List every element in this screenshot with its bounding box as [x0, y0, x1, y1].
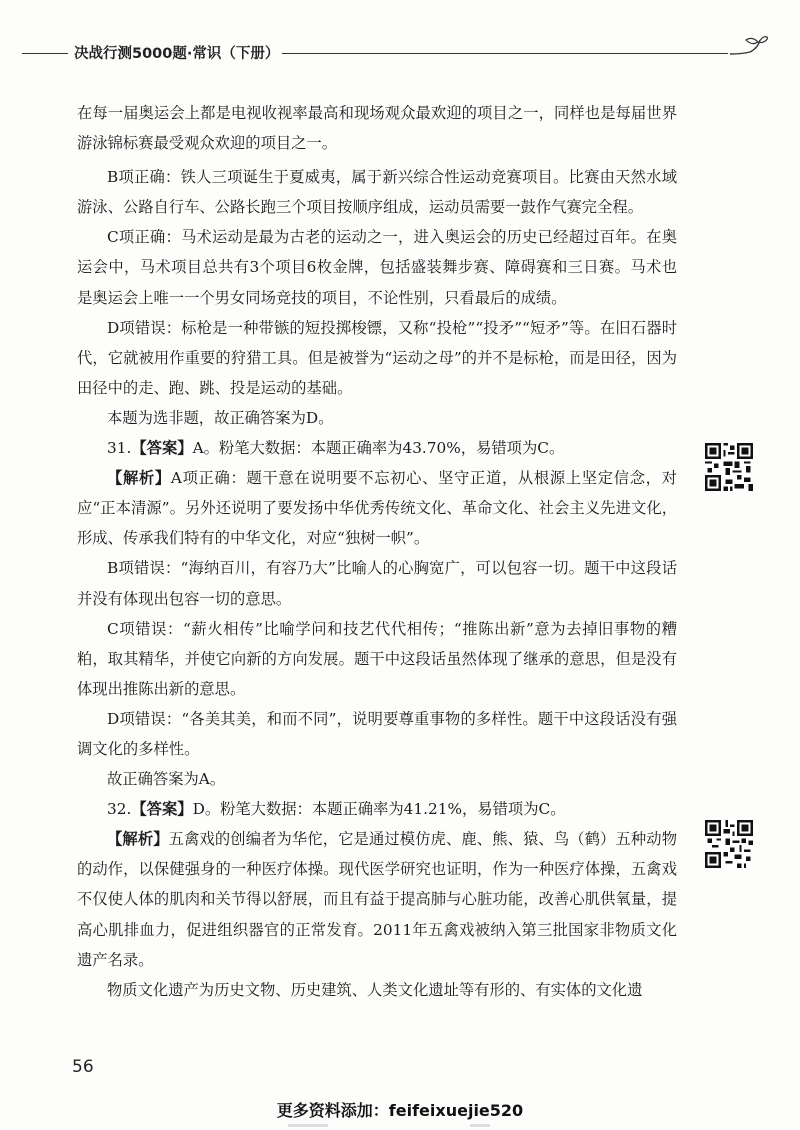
page-number: 56 [72, 1057, 94, 1077]
qr-code-icon[interactable] [705, 443, 753, 491]
analysis-text: A项正确：题干意在说明要不忘初心、坚守正道，从根源上坚定信念，对应“正本清源”。另外还说明了要发扬中华优秀传统文化、革命文化、社会主义先进文化，形成、传承我们特有的中华文化，对应“独树一帜”。 [77, 469, 677, 548]
answer-text: A。粉笔大数据：本题正确率为43.70%，易错项为C。 [192, 439, 565, 458]
answer-bracket: 【答案】 [131, 800, 193, 819]
paragraph: D项错误：“各美其美，和而不同”，说明要尊重事物的多样性。题干中这段话没有强调文化的多样性。 [77, 709, 677, 758]
footer-decoration [470, 1124, 490, 1127]
q32-answer [77, 794, 677, 824]
question-number: 31. [107, 439, 132, 458]
paragraph: B项错误：“海纳百川，有容乃大”比喻人的心胸宽广，可以包容一切。题干中这段话并没有体现出包容一切的意思。 [77, 559, 677, 608]
answer-bracket: 【答案】 [131, 439, 193, 458]
paragraph: D项错误：标枪是一种带镞的短投掷梭镖，又称“投枪”“投矛”“短矛”等。在旧石器时代，它就被用作重要的狩猎工具。但是被誉为“运动之母”的并不是标枪，而是田径，因为田径中的走、跑、跳、投是运动的基础。 [77, 318, 677, 397]
paragraph: 故正确答案为A。 [107, 770, 226, 789]
paragraph: 物质文化遗产为历史文物、历史建筑、人类文化遗址等有形的、有实体的文化遗 [107, 980, 643, 999]
sprout-icon [728, 34, 768, 62]
running-header [0, 34, 800, 64]
footer-note: 更多资料添加：feifeixuejie520 [276, 1101, 524, 1120]
analysis-label: 解析 [122, 830, 154, 849]
q32-analysis [77, 824, 677, 974]
paragraph: 在每一届奥运会上都是电视收视率最高和现场观众最欢迎的项目之一，同样也是每届世界游泳锦标赛最受观众欢迎的项目之一。 [77, 104, 677, 153]
page-body [77, 98, 677, 1005]
question-number: 32. [107, 800, 132, 819]
paragraph: C项正确：马术运动是最为古老的运动之一，进入奥运会的历史已经超过百年。在奥运会中，马术项目总共有3个项目6枚金牌，包括盛装舞步赛、障碍赛和三日赛。马术也是奥运会上唯一一个男女同场竞技的项目，不论性别，只看最后的成绩。 [77, 228, 677, 307]
paragraph: C项错误：“薪火相传”比喻学问和技艺代代相传；“推陈出新”意为去掉旧事物的糟粕，取其精华，并使它向新的方向发展。题干中这段话虽然体现了继承的意思，但是没有体现出推陈出新的意思。 [77, 619, 677, 698]
qr-code-icon[interactable] [705, 820, 753, 868]
q31-analysis [77, 463, 677, 553]
q31-answer [77, 433, 677, 463]
header-rule-left [22, 53, 68, 54]
header-rule-right [282, 53, 728, 54]
analysis-bracket: 【解析】 [107, 830, 169, 849]
analysis-bracket: 【解析】 [107, 469, 171, 488]
analysis-label: 解析 [122, 469, 155, 488]
answer-text: D。粉笔大数据：本题正确率为41.21%，易错项为C。 [192, 800, 566, 819]
answer-label: 答案 [146, 439, 178, 458]
paragraph: B项正确：铁人三项诞生于夏威夷，属于新兴综合性运动竞赛项目。比赛由天然水域游泳、公路自行车、公路长跑三个项目按顺序组成，运动员需要一鼓作气赛完全程。 [77, 168, 677, 217]
answer-label: 答案 [146, 800, 178, 819]
book-title: 决战行测5000题·常识（下册） [74, 46, 280, 62]
paragraph: 本题为选非题，故正确答案为D。 [107, 408, 334, 427]
footer-decoration [288, 1124, 328, 1127]
analysis-text: 五禽戏的创编者为华佗，它是通过模仿虎、鹿、熊、猿、鸟（鹤）五种动物的动作，以保健强身的一种医疗体操。现代医学研究也证明，作为一种医疗体操，五禽戏不仅使人体的肌肉和关节得以舒展，而且有益于提高肺与心脏功能，改善心肌供氧量，提高心肌排血力，促进组织器官的正常发育。2011年五禽戏被纳入第三批国家非物质文化遗产名录。 [77, 830, 677, 969]
